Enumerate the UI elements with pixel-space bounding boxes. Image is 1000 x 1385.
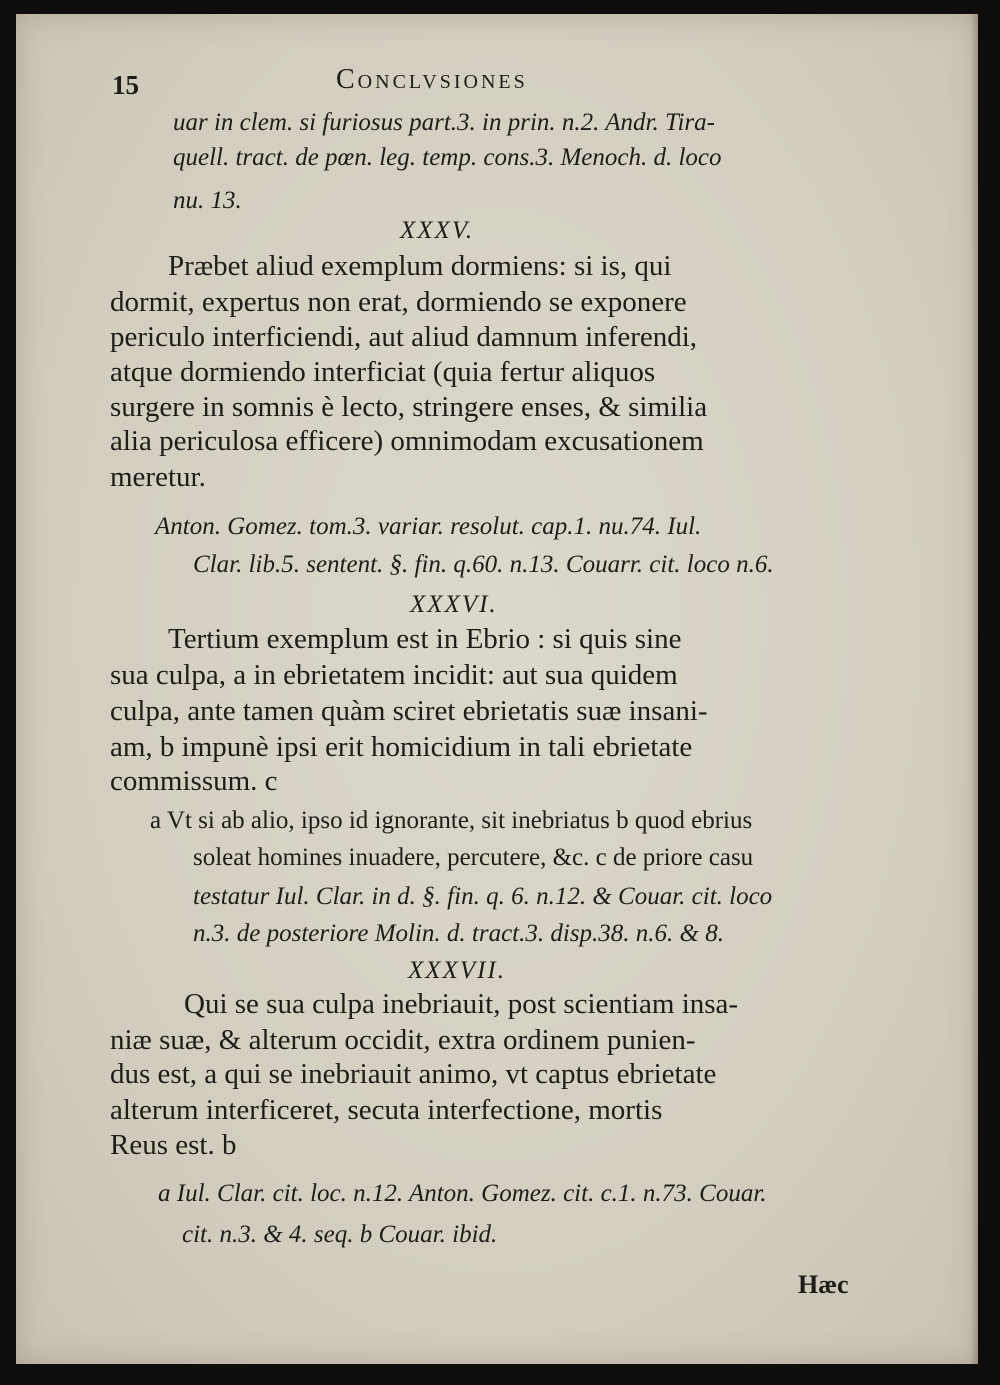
text-line: alterum interficeret, secuta interfectione, mortis — [110, 1094, 663, 1126]
text-line: a Vt si ab alio, ipso id ignorante, sit inebriatus b quod ebrius — [150, 807, 753, 834]
text-line: XXXV. — [400, 217, 475, 244]
text-line: commissum. c — [110, 765, 278, 797]
text-line: Tertium exemplum est in Ebrio : si quis sine — [168, 623, 682, 655]
text-line: surgere in somnis è lecto, stringere enses, & similia — [110, 391, 708, 423]
text-line: alia periculosa efficere) omnimodam excusationem — [110, 425, 704, 457]
text-line: am, b impunè ipsi erit homicidium in tali ebrietate — [110, 731, 693, 763]
text-line: meretur. — [110, 461, 206, 493]
page-edge-shadow — [970, 14, 978, 1364]
text-line: Clar. lib.5. sentent. §. fin. q.60. n.13. Couarr. cit. loco n.6. — [193, 551, 774, 578]
text-line: dus est, a qui se inebriauit animo, vt captus ebrietate — [110, 1058, 717, 1090]
text-line: Reus est. b — [110, 1129, 237, 1161]
book-page — [16, 14, 978, 1364]
text-line: XXXVII. — [408, 957, 506, 984]
text-line: a Iul. Clar. cit. loc. n.12. Anton. Gomez. cit. c.1. n.73. Couar. — [158, 1180, 767, 1207]
text-line: niæ suæ, & alterum occidit, extra ordinem punien- — [110, 1024, 696, 1056]
text-line: Præbet aliud exemplum dormiens: si is, qui — [168, 250, 672, 282]
page-number: 15 — [112, 70, 139, 100]
text-line: dormit, expertus non erat, dormiendo se exponere — [110, 286, 687, 318]
text-line: culpa, ante tamen quàm sciret ebrietatis suæ insani- — [110, 695, 708, 727]
running-head: Conclvsiones — [336, 64, 528, 95]
text-line: sua culpa, a in ebrietatem incidit: aut sua quidem — [110, 659, 678, 691]
text-line: uar in clem. si furiosus part.3. in prin. n.2. Andr. Tira- — [173, 109, 715, 136]
text-line: periculo interficiendi, aut aliud damnum inferendi, — [110, 321, 698, 353]
text-line: atque dormiendo interficiat (quia fertur aliquos — [110, 356, 656, 388]
text-line: quell. tract. de pœn. leg. temp. cons.3. Menoch. d. loco — [173, 144, 722, 171]
text-line: testatur Iul. Clar. in d. §. fin. q. 6. n.12. & Couar. cit. loco — [193, 883, 773, 910]
catchword: Hæc — [798, 1270, 849, 1299]
text-line: Anton. Gomez. tom.3. variar. resolut. cap.1. nu.74. Iul. — [155, 513, 702, 540]
text-line: XXXVI. — [410, 591, 498, 618]
text-line: n.3. de posteriore Molin. d. tract.3. disp.38. n.6. & 8. — [193, 920, 724, 947]
text-line: Qui se sua culpa inebriauit, post scientiam insa- — [184, 988, 739, 1020]
text-line: nu. 13. — [173, 187, 242, 214]
text-line: soleat homines inuadere, percutere, &c. c de priore casu — [193, 844, 754, 871]
text-line: cit. n.3. & 4. seq. b Couar. ibid. — [182, 1221, 498, 1248]
